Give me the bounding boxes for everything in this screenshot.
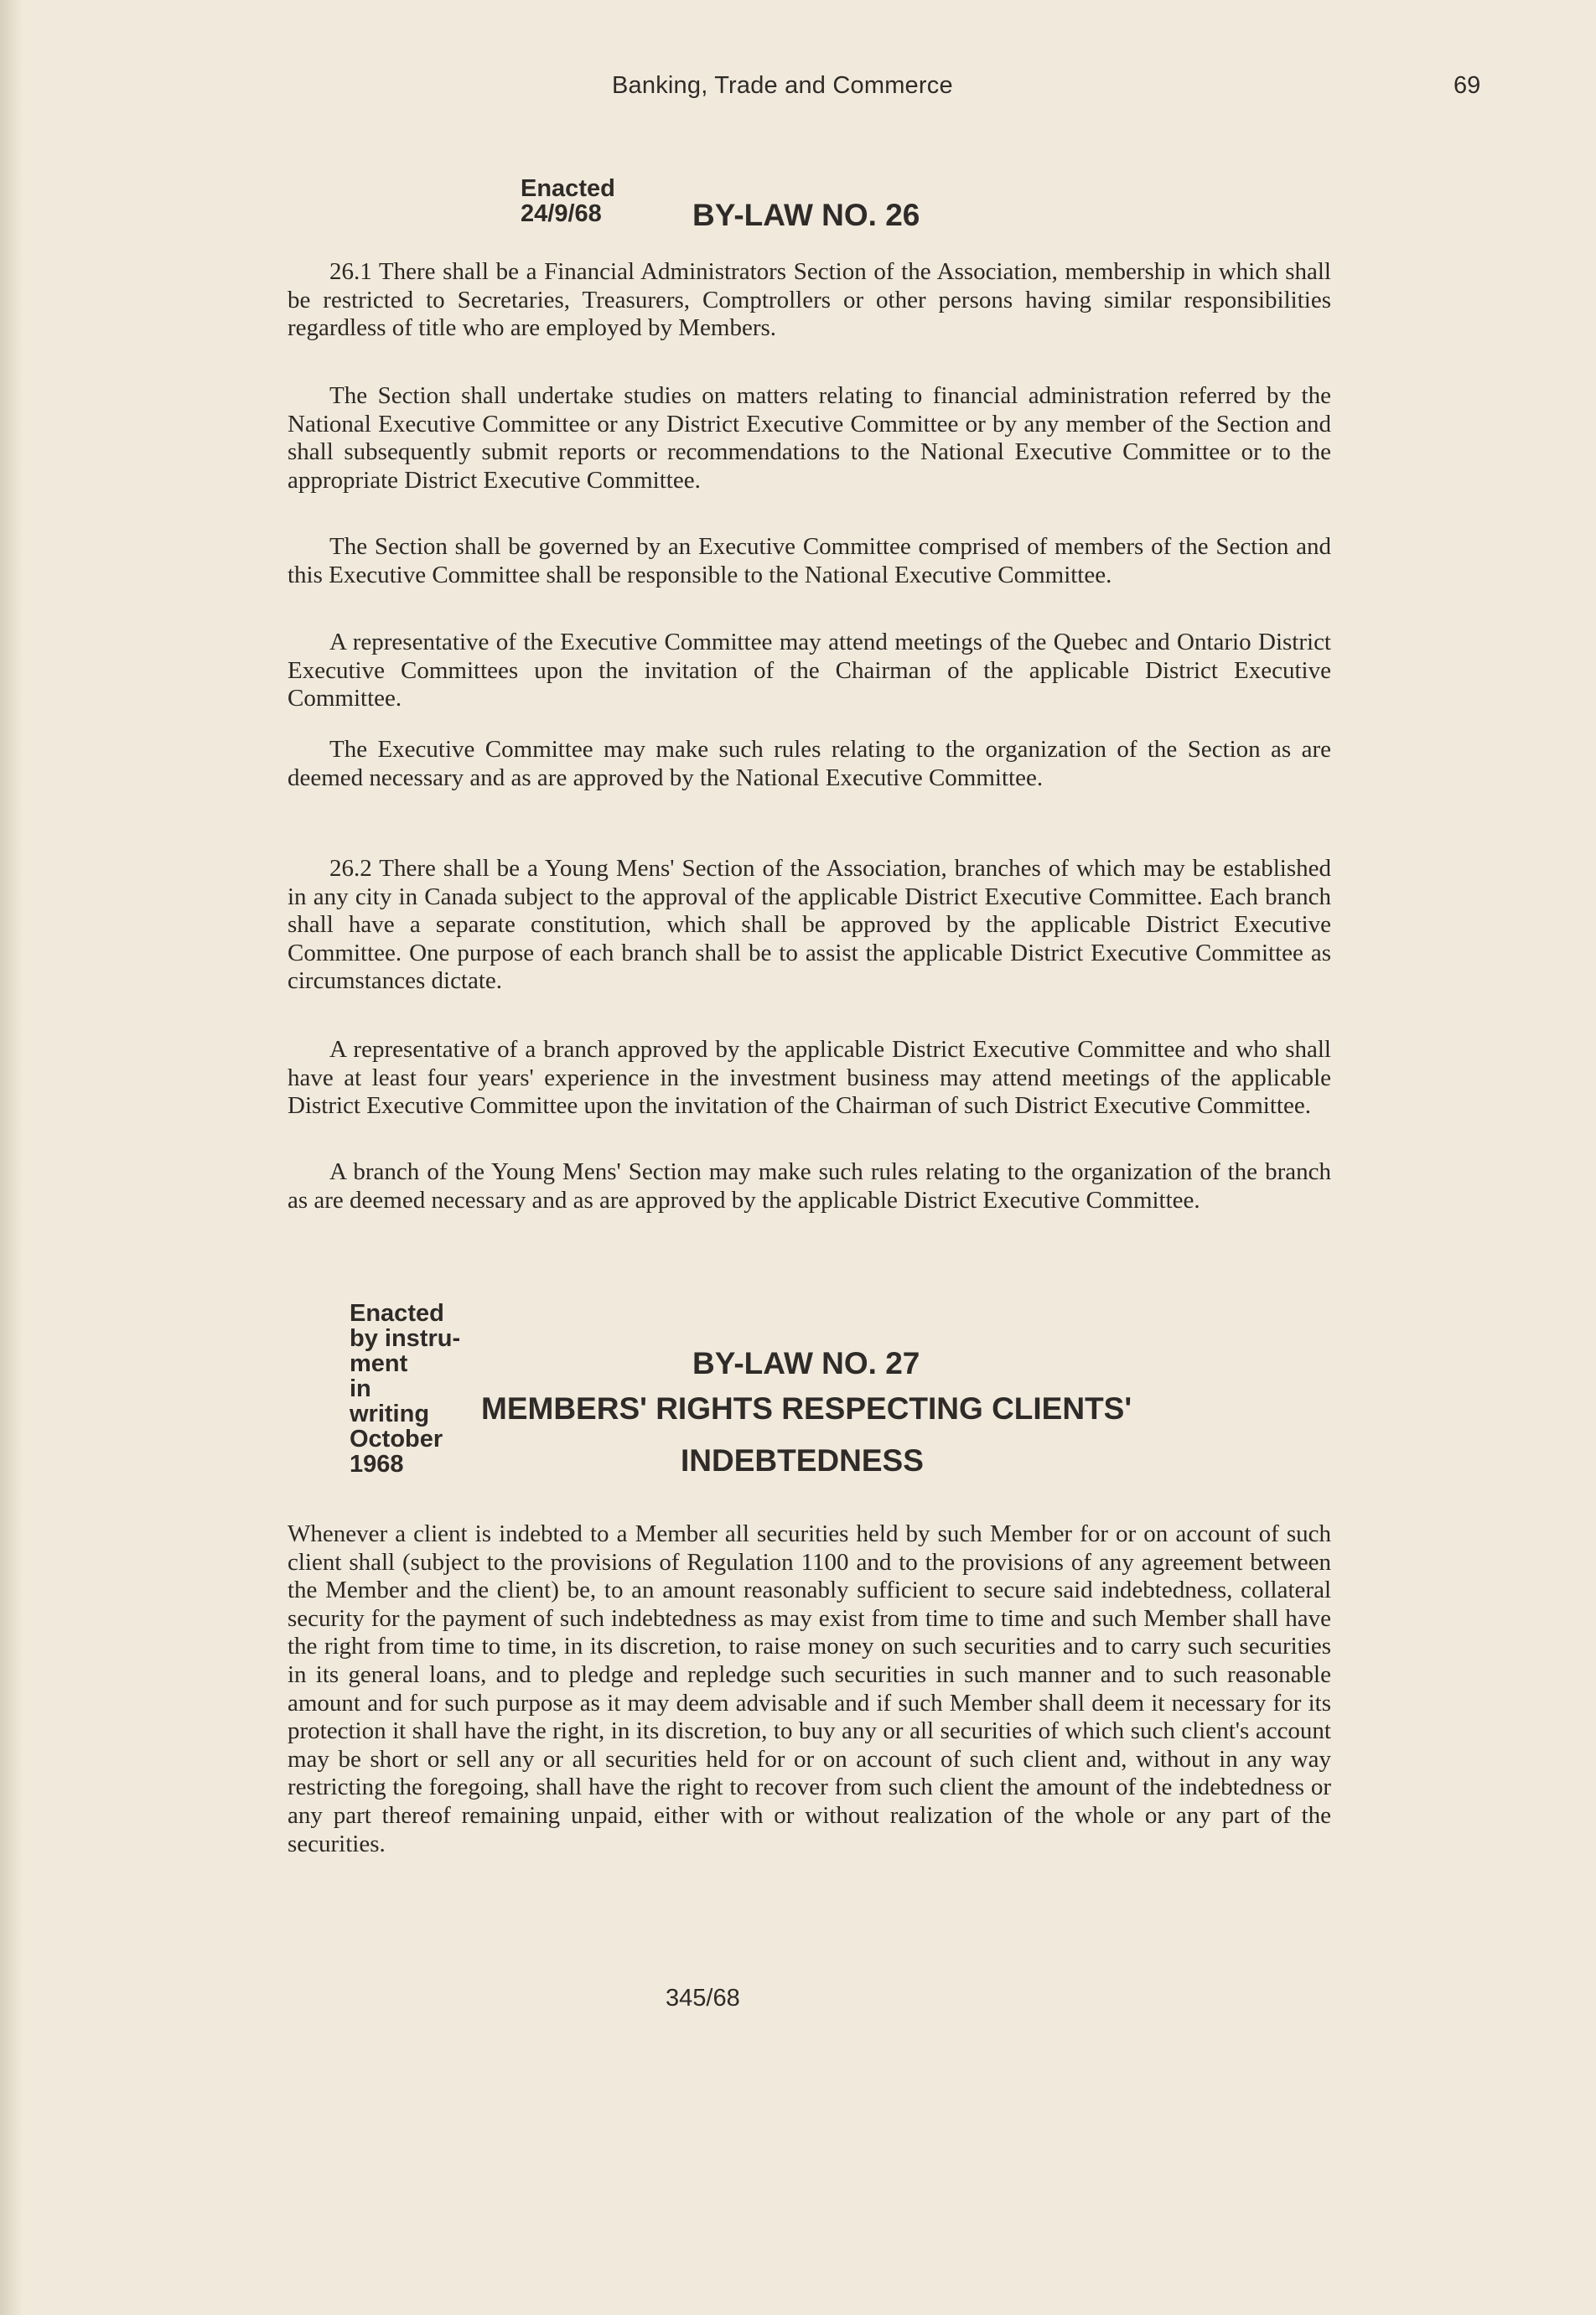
bylaw27-paragraph: Whenever a client is indebted to a Member all securities held by such Member for or on account of such client shall (subject to the provisions of Regulation 1100 and to the provisions of any agreement between the Member and the client) be, to an amount reasonably sufficient to secure said indebtedness, collateral security for the payment of such indebtedness as may exist from time to time and such Member shall have the right from time to time, in its discretion, to raise money on such securities and to carry such securities in its general loans, and to pledge and repledge such securities in such manner and to such reasonable amount and for such purpose as it may deem advisable and if such Member shall deem it necessary for its protection it shall have the right, in its discretion, to buy any or all securities of which such client's account may be short or sell any or all securities held for or on account of such client and, without in any way restricting the foregoing, shall have the right to recover from such client the amount of the indebtedness or any part thereof remaining unpaid, either with or without realization of the whole or any part of the securities. <box>288 1520 1331 1857</box>
bylaw26-title: BY-LAW NO. 26 <box>692 198 920 232</box>
page-number: 69 <box>1454 72 1481 99</box>
running-header-title: Banking, Trade and Commerce <box>612 72 953 99</box>
bylaw26-para-4: A representative of the Executive Committee may attend meetings of the Quebec and Ontario District Executive Committees upon the invitation of the Chairman of the applicable District Executive Committee. <box>288 629 1331 712</box>
bylaw27-enacted-note <box>350 1301 460 1477</box>
margin-note-line: by instru- <box>350 1325 461 1352</box>
margin-note-line: 1968 <box>350 1451 404 1478</box>
margin-note-line: writing <box>350 1401 430 1427</box>
footer-code: 345/68 <box>666 1985 740 2012</box>
bylaw27-subtitle-line1: MEMBERS' RIGHTS RESPECTING CLIENTS' <box>481 1391 1132 1426</box>
bylaw27-title: BY-LAW NO. 27 <box>692 1346 920 1380</box>
margin-note-line: Enacted <box>521 175 615 202</box>
margin-note-line: Enacted <box>350 1300 444 1327</box>
bylaw27-subtitle-line2: INDEBTEDNESS <box>681 1443 924 1478</box>
bylaw26-para-8: A branch of the Young Mens' Section may make such rules relating to the organization of the branch as are deemed necessary and as are approved by the applicable District Executive Committee. <box>288 1158 1331 1214</box>
bylaw26-para-2: The Section shall undertake studies on matters relating to financial administration referred by the National Executive Committee or any District Executive Committee or by any member of the Section and shall subsequently submit reports or recommendations to the National Executive Committee or to the appropriate District Executive Committee. <box>288 382 1331 494</box>
bylaw26-para-6: 26.2 There shall be a Young Mens' Section of the Association, branches of which may be established in any city in Canada subject to the approval of the applicable District Executive Committee. Each branch shall have a separate constitution, which shall be approved by the applicable District Executive Committee. One purpose of each branch shall be to assist the applicable District Executive Committee as circumstances dictate. <box>288 855 1331 995</box>
margin-note-line: October <box>350 1426 443 1453</box>
bylaw26-enacted-note <box>521 176 615 226</box>
margin-note-line: ment <box>350 1350 408 1377</box>
margin-note-line: 24/9/68 <box>521 200 602 227</box>
margin-note-line: in <box>350 1375 371 1402</box>
page-binding-edge <box>0 0 23 2315</box>
bylaw26-para-1: 26.1 There shall be a Financial Administrators Section of the Association, membership in which shall be restricted to Secretaries, Treasurers, Comptrollers or other persons having similar responsibilities regardless of title who are employed by Members. <box>288 258 1331 342</box>
bylaw26-para-5: The Executive Committee may make such rules relating to the organization of the Section as are deemed necessary and as are approved by the National Executive Committee. <box>288 736 1331 791</box>
bylaw26-para-7: A representative of a branch approved by the applicable District Executive Committee and who shall have at least four years' experience in the investment business may attend meetings of the applicable District Executive Committee upon the invitation of the Chairman of such District Executive Committee. <box>288 1036 1331 1120</box>
bylaw26-para-3: The Section shall be governed by an Executive Committee comprised of members of the Section and this Executive Committee shall be responsible to the National Executive Committee. <box>288 533 1331 588</box>
